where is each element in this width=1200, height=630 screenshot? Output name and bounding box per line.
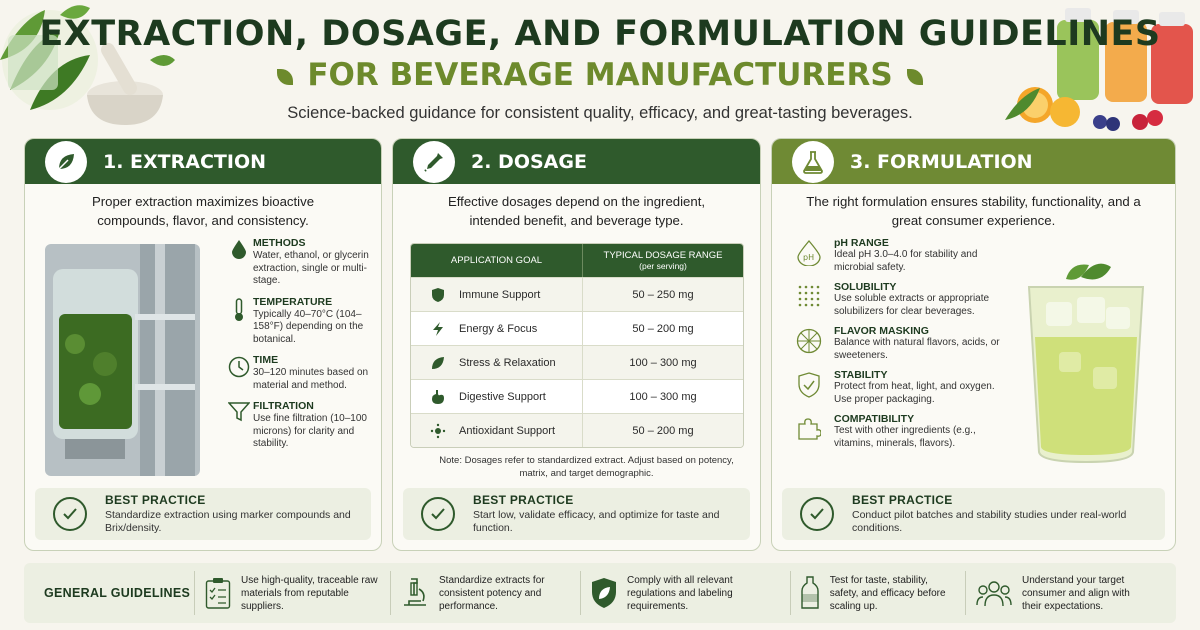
thermometer-icon bbox=[225, 296, 253, 347]
item-text: Water, ethanol, or glycerin extraction, single or multi-stage. bbox=[253, 250, 369, 286]
guideline-item bbox=[194, 571, 390, 615]
item-title: FILTRATION bbox=[253, 400, 314, 412]
dosage-note: Note: Dosages refer to standardized extract. Adjust based on potency, matrix, and target demographic. bbox=[439, 455, 734, 479]
table-row bbox=[411, 379, 743, 413]
extraction-header bbox=[25, 139, 381, 184]
item-text: 30–120 minutes based on material and method. bbox=[253, 367, 369, 391]
extraction-methods bbox=[225, 237, 382, 288]
best-practice-text: Start low, validate efficacy, and optimize for taste and function. bbox=[473, 509, 720, 534]
extraction-filtration bbox=[225, 400, 382, 451]
guideline-item bbox=[965, 571, 1160, 615]
leaf-icon bbox=[907, 69, 923, 85]
guidelines-title: GENERAL GUIDELINES bbox=[44, 586, 191, 600]
item-text: Ideal pH 3.0–4.0 for stability and microbial safety. bbox=[834, 249, 978, 273]
goal-cell: Stress & Relaxation bbox=[459, 356, 556, 369]
lemonade-glass-image bbox=[1011, 257, 1161, 467]
guideline-text: Comply with all relevant regulations and labeling requirements. bbox=[627, 574, 733, 612]
goal-cell: Immune Support bbox=[459, 288, 541, 301]
dosage-heading: 2. DOSAGE bbox=[471, 150, 587, 173]
range-cell: 50 – 200 mg bbox=[632, 322, 694, 335]
sparkle-icon bbox=[423, 423, 453, 439]
check-circle-icon bbox=[53, 497, 87, 531]
range-header-label: TYPICAL DOSAGE RANGE bbox=[603, 250, 723, 261]
item-text: Test with other ingredients (e.g., vitamins, minerals, flavors). bbox=[834, 425, 976, 449]
shield-check-icon bbox=[792, 369, 826, 406]
puzzle-icon bbox=[792, 413, 826, 450]
guideline-item bbox=[390, 571, 580, 615]
stomach-icon bbox=[423, 389, 453, 405]
droplet-icon bbox=[225, 237, 253, 288]
guideline-item bbox=[790, 571, 965, 615]
microscope-icon bbox=[401, 577, 429, 609]
formulation-header bbox=[772, 139, 1175, 184]
best-practice-title: BEST PRACTICE bbox=[105, 493, 206, 507]
range-cell: 100 – 300 mg bbox=[629, 356, 697, 369]
leaf-icon bbox=[277, 69, 293, 85]
guideline-text: Use high-quality, traceable raw materials from reputable suppliers. bbox=[241, 574, 378, 612]
table-row bbox=[411, 311, 743, 345]
extraction-temperature bbox=[225, 296, 382, 347]
dosage-header bbox=[393, 139, 760, 184]
column-header-range bbox=[583, 244, 743, 277]
guideline-text: Test for taste, stability, safety, and efficacy before scaling up. bbox=[829, 574, 946, 612]
svg-text:pH: pH bbox=[803, 253, 815, 262]
best-practice-title: BEST PRACTICE bbox=[473, 493, 574, 507]
extraction-best-practice bbox=[35, 488, 371, 540]
guideline-item bbox=[580, 571, 790, 615]
check-circle-icon bbox=[800, 497, 834, 531]
item-text: Use fine filtration (10–100 microns) for clarity and stability. bbox=[253, 413, 367, 449]
table-row bbox=[411, 277, 743, 311]
dropper-icon bbox=[413, 141, 455, 183]
ph-icon bbox=[792, 237, 826, 274]
item-text: Use soluble extracts or appropriate solubilizers for clear beverages. bbox=[834, 293, 990, 317]
goal-cell: Antioxidant Support bbox=[459, 424, 556, 437]
formulation-card bbox=[771, 138, 1176, 551]
citrus-icon bbox=[792, 325, 826, 362]
guideline-text: Standardize extracts for consistent potency and performance. bbox=[439, 574, 545, 612]
item-text: Balance with natural flavors, acids, or sweeteners. bbox=[834, 337, 1000, 361]
table-header bbox=[411, 244, 743, 277]
extraction-card bbox=[24, 138, 382, 551]
bottle-icon bbox=[801, 576, 820, 610]
formulation-intro: The right formulation ensures stability, functionality, and a great consumer experience. bbox=[806, 194, 1141, 228]
range-cell: 100 – 300 mg bbox=[629, 390, 697, 403]
clipboard-icon bbox=[205, 577, 231, 609]
formulation-best-practice bbox=[782, 488, 1165, 540]
extraction-equipment-image bbox=[45, 244, 200, 476]
item-title: pH RANGE bbox=[834, 237, 889, 249]
page-title: EXTRACTION, DOSAGE, AND FORMULATION GUIDELINES bbox=[39, 14, 1161, 54]
column-header-goal: APPLICATION GOAL bbox=[411, 244, 583, 277]
dots-icon bbox=[792, 281, 826, 318]
shield-icon bbox=[423, 287, 453, 303]
guideline-text: Understand your target consumer and align with their expectations. bbox=[1022, 574, 1130, 612]
formulation-solubility bbox=[792, 281, 1012, 318]
item-title: METHODS bbox=[253, 237, 306, 249]
page-subtitle-title bbox=[0, 57, 1200, 93]
item-title: SOLUBILITY bbox=[834, 281, 897, 293]
extraction-heading: 1. EXTRACTION bbox=[103, 150, 267, 173]
leaf-icon bbox=[45, 141, 87, 183]
tagline: Science-backed guidance for consistent quality, efficacy, and great-tasting beverages. bbox=[287, 104, 913, 122]
item-title: TEMPERATURE bbox=[253, 295, 333, 308]
lightning-icon bbox=[423, 321, 453, 337]
best-practice-text: Standardize extraction using marker compounds and Brix/density. bbox=[105, 509, 351, 534]
best-practice-text: Conduct pilot batches and stability studies under real-world conditions. bbox=[852, 509, 1127, 534]
item-title: TIME bbox=[253, 354, 279, 366]
formulation-parameters bbox=[792, 237, 1012, 457]
dosage-intro: Effective dosages depend on the ingredient, intended benefit, and beverage type. bbox=[447, 194, 706, 228]
item-title: STABILITY bbox=[834, 369, 888, 381]
item-title: COMPATIBILITY bbox=[834, 413, 915, 425]
formulation-compatibility bbox=[792, 413, 1012, 450]
range-header-sub: (per serving) bbox=[639, 261, 687, 271]
extraction-parameters bbox=[225, 237, 382, 459]
range-cell: 50 – 250 mg bbox=[632, 288, 694, 301]
dosage-card bbox=[392, 138, 761, 551]
best-practice-title: BEST PRACTICE bbox=[852, 493, 953, 507]
dosage-best-practice bbox=[403, 488, 750, 540]
formulation-ph bbox=[792, 237, 1012, 274]
goal-cell: Digestive Support bbox=[459, 390, 546, 403]
shield-leaf-icon bbox=[591, 577, 617, 609]
formulation-stability bbox=[792, 369, 1012, 406]
check-circle-icon bbox=[421, 497, 455, 531]
goal-cell: Energy & Focus bbox=[459, 322, 538, 335]
extraction-time bbox=[225, 354, 382, 392]
general-guidelines-bar bbox=[24, 563, 1176, 623]
table-row bbox=[411, 345, 743, 379]
funnel-icon bbox=[225, 400, 253, 451]
title-line-2: FOR BEVERAGE MANUFACTURERS bbox=[307, 57, 893, 93]
formulation-flavor-masking bbox=[792, 325, 1012, 362]
range-cell: 50 – 200 mg bbox=[632, 424, 694, 437]
formulation-heading: 3. FORMULATION bbox=[850, 150, 1033, 173]
clock-icon bbox=[225, 354, 253, 392]
table-row bbox=[411, 413, 743, 447]
extraction-intro: Proper extraction maximizes bioactive compounds, flavor, and consistency. bbox=[91, 194, 315, 228]
leaf-icon bbox=[423, 355, 453, 371]
item-text: Typically 40–70°C (104–158°F) depending on the botanical. bbox=[253, 308, 364, 345]
flask-icon bbox=[792, 141, 834, 183]
people-icon bbox=[976, 579, 1012, 607]
item-text: Protect from heat, light, and oxygen. Use proper packaging. bbox=[834, 381, 995, 405]
dosage-table bbox=[410, 243, 744, 448]
item-title: FLAVOR MASKING bbox=[834, 325, 929, 337]
